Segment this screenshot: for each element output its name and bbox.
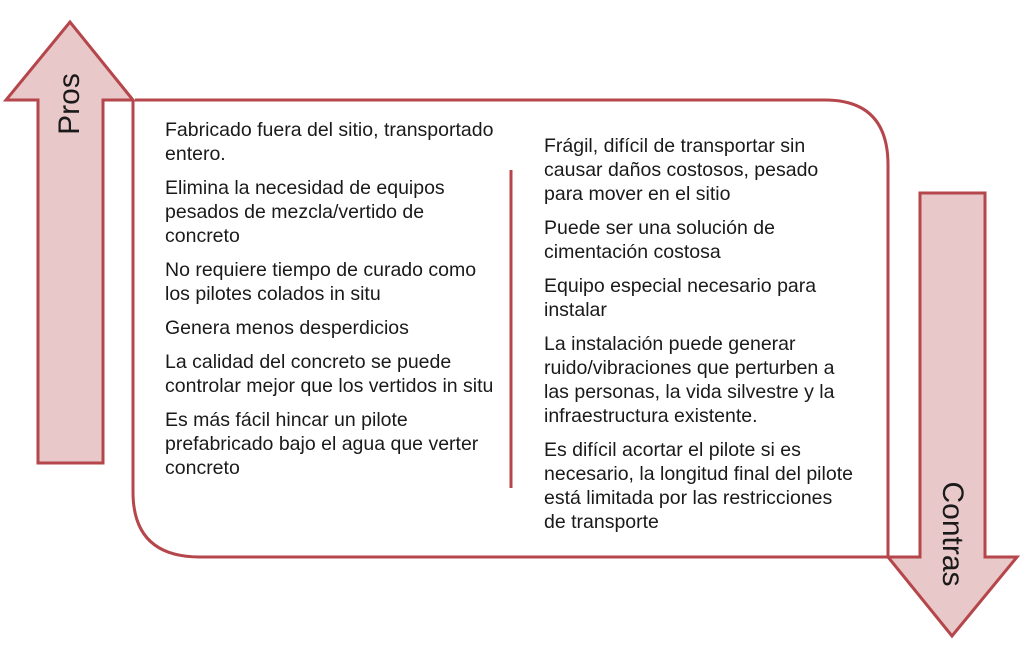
contras-item: La instalación puede generar ruido/vibraciones que perturben a las personas, la vida silvestre y la infraestructura existente. bbox=[544, 333, 835, 427]
pros-label: Pros bbox=[53, 73, 86, 135]
contras-label: Contras bbox=[936, 481, 969, 587]
pros-item: Genera menos desperdicios bbox=[165, 317, 409, 339]
pros-item: No requiere tiempo de curado como los pilotes colados in situ bbox=[165, 259, 477, 305]
pros-item: La calidad del concreto se puede controlar mejor que los vertidos in situ bbox=[165, 351, 494, 397]
pros-list bbox=[165, 118, 495, 490]
contras-item: Puede ser una solución de cimentación costosa bbox=[544, 217, 775, 263]
pros-item: Fabricado fuera del sitio, transportado entero. bbox=[165, 119, 494, 165]
contras-list bbox=[544, 134, 854, 544]
contras-item: Es difícil acortar el pilote si es necesario, la longitud final del pilote está limitada por las restricciones de transporte bbox=[544, 439, 853, 533]
pros-item: Elimina la necesidad de equipos pesados de mezcla/vertido de concreto bbox=[165, 177, 445, 247]
contras-item: Equipo especial necesario para instalar bbox=[544, 275, 817, 321]
contras-item: Frágil, difícil de transportar sin causar daños costosos, pesado para mover en el sitio bbox=[544, 135, 819, 205]
pros-item: Es más fácil hincar un pilote prefabricado bajo el agua que verter concreto bbox=[165, 409, 479, 479]
